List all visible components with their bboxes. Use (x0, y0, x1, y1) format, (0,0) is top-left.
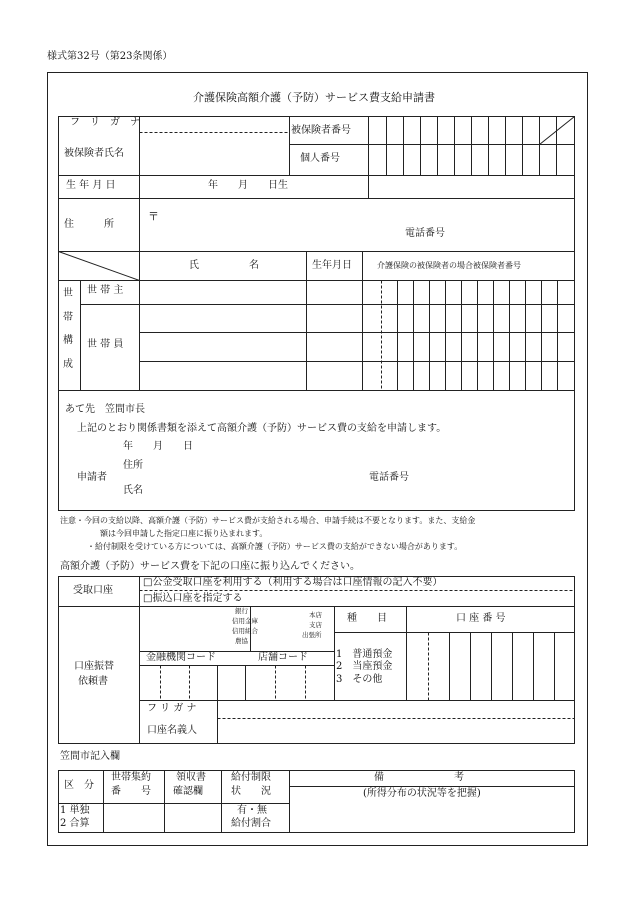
applicant-name-label: 氏名 (123, 485, 143, 496)
branch-type-branch: 支店 (309, 621, 322, 629)
household-head-label: 世 帯 主 (87, 285, 124, 296)
page-title: 介護保険高額介護（予防）サービス費支給申請書 (193, 91, 435, 104)
note-2: ・給付制限を受けている方については、高額介護（予防）サービス費の支給ができない場合があります。 (87, 542, 463, 551)
insured-name-label: 被保険者氏名 (64, 148, 124, 159)
insured-number-label: 被保険者番号 (291, 125, 351, 136)
postal-mark: 〒 (148, 210, 159, 223)
note-1a: 注意・今回の支給以降、高額介護（予防）サービス費が支給される場合、申請手続は不要となります。また、支給金 (60, 516, 476, 525)
office-col-receipt-2: 確認欄 (173, 786, 203, 797)
inst-type-nokyo: 農協 (235, 637, 248, 645)
office-col-limit-1: 給付制限 (231, 772, 271, 783)
receive-account-label: 受取口座 (73, 585, 113, 596)
addressee: あて先 笠間市長 (65, 404, 145, 415)
branch-type-head: 本店 (309, 611, 322, 619)
furigana-label: フ リ ガ ナ (70, 117, 140, 128)
office-kubun-combined: 2 合算 (60, 818, 90, 829)
office-col-setai-2: 番 号 (111, 786, 151, 797)
inst-type-kumiai: 信用組合 (232, 627, 258, 635)
note-1b: 額は今回申請した指定口座に振り込まれます。 (100, 529, 268, 538)
bank-intro: 高額介護（予防）サービス費を下記の口座に振り込んでください。 (60, 561, 360, 572)
office-section-label: 笠間市記入欄 (60, 751, 120, 762)
office-col-remarks-2: (所得分布の状況等を把握) (363, 788, 481, 799)
applicant-phone-label: 電話番号 (369, 472, 409, 483)
applicant-label: 申請者 (77, 472, 107, 483)
transfer-request-label-2: 依頼書 (78, 676, 108, 687)
office-col-remarks-1: 備 考 (374, 772, 464, 783)
personal-number-label: 個人番号 (300, 153, 340, 164)
outer-frame (48, 73, 588, 846)
kind-current[interactable]: 2 当座預金 (336, 661, 393, 672)
address-label: 住 所 (64, 219, 114, 230)
branch-code-label: 店舗コード (258, 652, 308, 663)
office-col-limit-2: 状 況 (231, 786, 271, 797)
holder-furigana-label: フ リ ガ ナ (147, 703, 197, 714)
household-birth-header: 生年月日 (312, 260, 352, 271)
branch-type-office: 出張所 (302, 631, 322, 639)
applicant-address-label: 住所 (123, 460, 143, 471)
form-number: 様式第32号（第23条関係） (47, 51, 173, 62)
phone-label: 電話番号 (405, 228, 445, 239)
transfer-request-label-1: 口座振替 (74, 661, 114, 672)
office-col-receipt-1: 領収書 (176, 772, 206, 783)
birthdate-format: 年 月 日生 (208, 180, 288, 191)
household-vertical-4: 成 (63, 359, 73, 370)
office-limit-yes-no: 有・無 (237, 805, 267, 816)
application-date: 年 月 日 (123, 441, 193, 452)
inst-code-label: 金融機関コード (146, 652, 216, 663)
household-member-label: 世 帯 員 (87, 339, 124, 350)
kind-other[interactable]: 3 その他 (336, 674, 383, 685)
holder-name-label: 口座名義人 (147, 725, 197, 736)
household-name-header: 氏 名 (189, 260, 259, 271)
office-col-setai-1: 世帯集約 (111, 772, 151, 783)
household-vertical-1: 世 (63, 288, 73, 299)
office-kubun-single: 1 単独 (60, 805, 90, 816)
household-vertical-2: 帯 (63, 312, 73, 323)
option-public-account[interactable]: □公金受取口座を利用する（利用する場合は口座情報の記入不要） (143, 577, 443, 588)
kind-header: 種 目 (347, 613, 387, 624)
office-limit-ratio: 給付割合 (231, 818, 271, 829)
account-number-header: 口 座 番 号 (456, 613, 506, 624)
option-transfer-account[interactable]: □振込口座を指定する (143, 593, 243, 604)
office-col-kubun: 区 分 (64, 780, 94, 791)
household-number-header: 介護保険の被保険者の場合被保険者番号 (377, 261, 521, 270)
inst-type-bank: 銀行 (235, 607, 248, 615)
application-statement: 上記のとおり関係書類を添えて高額介護（予防）サービス費の支給を申請します。 (77, 423, 447, 434)
birthdate-label: 生 年 月 日 (66, 180, 116, 191)
inst-type-shinkin: 信用金庫 (232, 617, 258, 625)
kind-ordinary[interactable]: 1 普通預金 (336, 649, 393, 660)
household-vertical-3: 構 (63, 335, 73, 346)
